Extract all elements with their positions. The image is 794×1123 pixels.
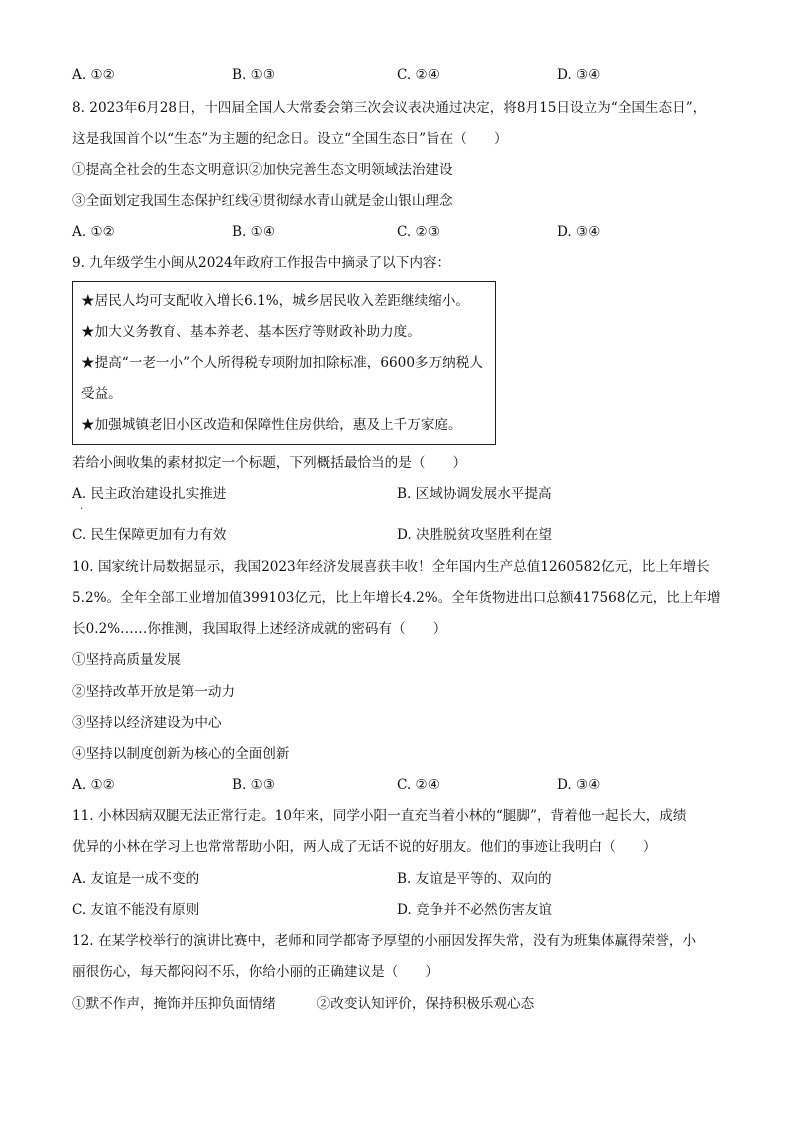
q10-item-3: ③坚持以经济建设为中心: [72, 715, 222, 731]
q12-stem-line-1: 12. 在某学校举行的演讲比赛中，老师和同学都寄予厚望的小丽因发挥失常，没有为班集体赢得荣誉，小: [72, 933, 697, 949]
q8-option-d[interactable]: D. ③④: [557, 224, 601, 240]
q10-option-c[interactable]: C. ②④: [397, 777, 440, 793]
q8-option-a[interactable]: A. ①②: [72, 224, 115, 240]
q9-box-line-3: ★提高“一老一小”个人所得税专项附加扣除标准，6600多万纳税人: [81, 355, 483, 371]
q8-stem-line-1: 8. 2023年6月28日，十四届全国人大常委会第三次会议表决通过决定，将8月15日设立为“全国生态日”，: [72, 100, 707, 116]
q8-option-c[interactable]: C. ②③: [397, 224, 440, 240]
q10-option-a[interactable]: A. ①②: [72, 777, 115, 793]
q11-option-a[interactable]: A. 友谊是一成不变的: [72, 871, 200, 887]
q7-option-b[interactable]: B. ①③: [232, 67, 276, 83]
q11-option-d[interactable]: D. 竞争并不必然伤害友谊: [397, 902, 552, 918]
q10-option-b[interactable]: B. ①③: [232, 777, 276, 793]
q11-stem-line-1: 11. 小林因病双腿无法正常行走。10年来，同学小阳一直充当着小林的“腿脚”，背着他一起长大，成绩: [72, 808, 687, 824]
q10-stem-line-1: 10. 国家统计局数据显示，我国2023年经济发展喜获丰收！全年国内生产总值1260582亿元，比上年增长: [72, 559, 710, 575]
q10-item-4: ④坚持以制度创新为核心的全面创新: [72, 746, 290, 762]
q8-item-line-2: ③全面划定我国生态保护红线④贯彻绿水青山就是金山银山理念: [72, 193, 453, 209]
q7-option-c[interactable]: C. ②④: [397, 67, 440, 83]
q9-excerpt-box: [72, 281, 496, 445]
q12-items: ①默不作声，掩饰并压抑负面情绪 ②改变认知评价，保持积极乐观心态: [72, 996, 535, 1012]
q9-box-line-2: ★加大义务教育、基本养老、基本医疗等财政补助力度。: [81, 324, 421, 340]
q9-option-b[interactable]: B. 区域协调发展水平提高: [397, 486, 552, 502]
q8-stem-line-2: 这是我国首个以“生态”为主题的纪念日。设立“全国生态日”旨在（ ）: [72, 131, 508, 147]
q9-box-line-5: ★加强城镇老旧小区改造和保障性住房供给，惠及上千万家庭。: [81, 417, 462, 433]
q9-option-a[interactable]: A. 民主政治建设扎实推进: [72, 486, 227, 502]
q11-option-b[interactable]: B. 友谊是平等的、双向的: [397, 871, 552, 887]
q11-option-c[interactable]: C. 友谊不能没有原则: [72, 902, 200, 918]
q10-option-d[interactable]: D. ③④: [557, 777, 601, 793]
q9-box-line-4: 受益。: [81, 386, 122, 402]
q7-option-d[interactable]: D. ③④: [557, 67, 601, 83]
q10-item-2: ②坚持改革开放是第一动力: [72, 684, 236, 700]
q9-stem: 9. 九年级学生小闽从2024年政府工作报告中摘录了以下内容：: [72, 255, 451, 271]
q11-stem-line-2: 优异的小林在学习上也常常帮助小阳，两人成了无话不说的好朋友。他们的事迹让我明白（ ）: [72, 839, 657, 855]
q9-option-d[interactable]: D. 决胜脱贫攻坚胜利在望: [397, 527, 552, 543]
q10-stem-line-2: 5.2%。全年全部工业增加值399103亿元，比上年增长4.2%。全年货物进出口总额417568亿元，比上年增: [72, 590, 721, 606]
q9-option-c[interactable]: C. 民生保障更加有力有效: [72, 527, 227, 543]
q8-option-b[interactable]: B. ①④: [232, 224, 276, 240]
q10-item-1: ①坚持高质量发展: [72, 652, 181, 668]
q10-stem-line-3: 长0.2%……你推测，我国取得上述经济成就的密码有（ ）: [72, 621, 447, 637]
q8-item-line-1: ①提高全社会的生态文明意识②加快完善生态文明领域法治建设: [72, 162, 453, 178]
q9-question: 若给小闽收集的素材拟定一个标题，下列概括最恰当的是（ ）: [72, 455, 467, 471]
q12-stem-line-2: 丽很伤心，每天都闷闷不乐，你给小丽的正确建议是（ ）: [72, 964, 440, 980]
q9-box-line-1: ★居民人均可支配收入增长6.1%，城乡居民收入差距继续缩小。: [81, 293, 469, 309]
q7-option-a[interactable]: A. ①②: [72, 67, 115, 83]
stray-dot-mark: ·: [80, 504, 84, 515]
